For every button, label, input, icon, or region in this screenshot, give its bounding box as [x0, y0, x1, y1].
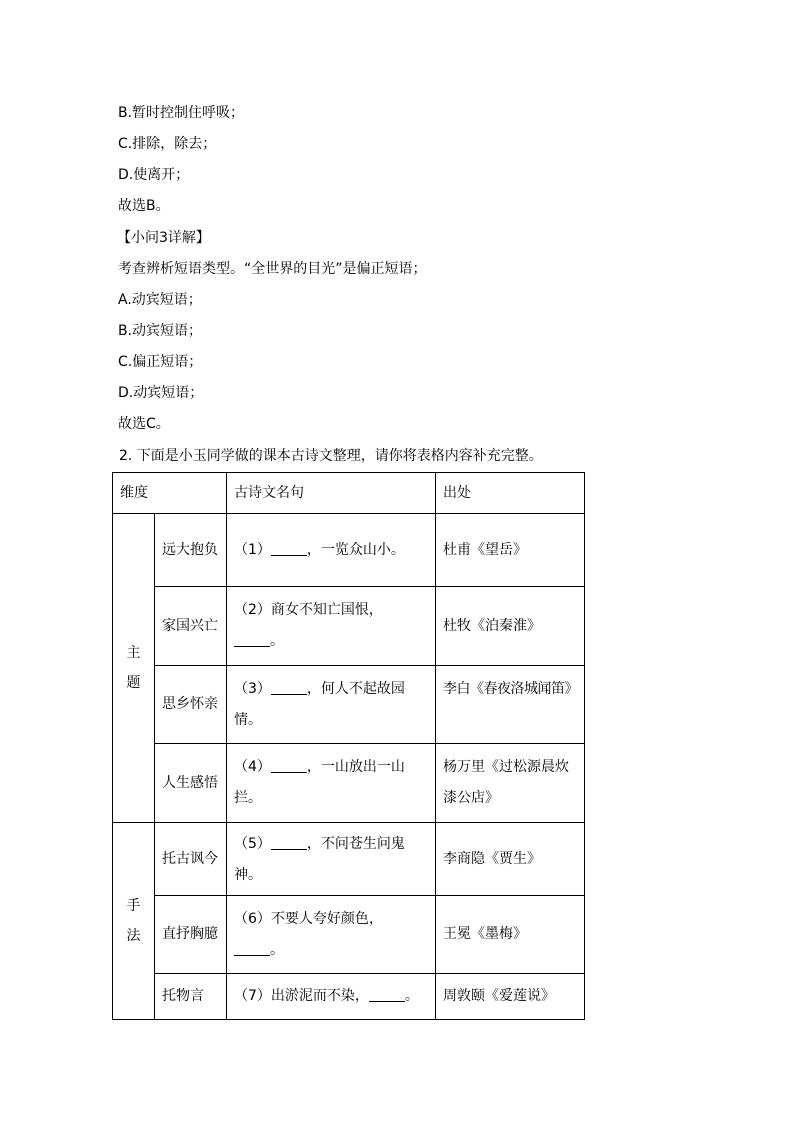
- header-line: 古诗文名句: [227, 473, 436, 514]
- row-poem-line: （6）不要人夸好颜色， 。: [227, 896, 436, 974]
- row-subcategory: 托古讽今: [155, 823, 227, 896]
- table-row: [113, 514, 585, 587]
- row-source: 李白《春夜洛城闻笛》: [436, 666, 585, 744]
- table-row: [113, 587, 585, 666]
- row-source: 李商隐《贾生》: [436, 823, 585, 896]
- row-poem-line: （4） ，一山放出一山拦。: [227, 744, 436, 823]
- row-poem-line: （5） ，不问苍生问鬼神。: [227, 823, 436, 896]
- row-source: 杜甫《望岳》: [436, 514, 585, 587]
- answer-blank[interactable]: [234, 937, 270, 956]
- table-row: [113, 823, 585, 896]
- row-subcategory: 直抒胸臆: [155, 896, 227, 974]
- group-theme: 主题: [113, 514, 155, 823]
- row-subcategory: 家国兴亡: [155, 587, 227, 666]
- header-dimension: 维度: [113, 473, 227, 514]
- choice-c: C.偏正短语；: [118, 354, 203, 370]
- row-subcategory: 托物言: [155, 974, 227, 1020]
- table-row: [113, 744, 585, 823]
- answer-blank[interactable]: [271, 754, 307, 773]
- choice-a: A.动宾短语；: [118, 292, 202, 308]
- group-technique: 手法: [113, 823, 155, 1020]
- answer-line-2: 故选C。: [118, 416, 170, 432]
- question-text: 考查辨析短语类型。“全世界的目光”是偏正短语；: [118, 261, 427, 277]
- choice-b: B.动宾短语；: [118, 323, 203, 339]
- answer-blank[interactable]: [271, 831, 307, 850]
- row-source: 杨万里《过松源晨炊漆公店》: [436, 744, 585, 823]
- answer-blank[interactable]: [271, 676, 307, 695]
- question-2-prompt: 2. 下面是小玉同学做的课本古诗文整理，请你将表格内容补充完整。: [119, 448, 543, 464]
- row-source: 周敦颐《爱莲说》: [436, 974, 585, 1020]
- option-b-line: B.暂时控制住呼吸；: [118, 105, 245, 121]
- row-poem-line: （2）商女不知亡国恨， 。: [227, 587, 436, 666]
- table-header-row: [113, 473, 585, 514]
- row-subcategory: 思乡怀亲: [155, 666, 227, 744]
- answer-blank[interactable]: [271, 537, 307, 556]
- table-row: [113, 896, 585, 974]
- option-d-line: D.使离开；: [118, 167, 190, 183]
- row-subcategory: 人生感悟: [155, 744, 227, 823]
- answer-blank[interactable]: [369, 983, 405, 1002]
- row-source: 王冕《墨梅》: [436, 896, 585, 974]
- row-poem-line: （7）出淤泥而不染， 。: [227, 974, 436, 1020]
- row-poem-line: （3） ，何人不起故园情。: [227, 666, 436, 744]
- header-source: 出处: [436, 473, 585, 514]
- row-subcategory: 远大抱负: [155, 514, 227, 587]
- row-source: 杜牧《泊秦淮》: [436, 587, 585, 666]
- table-row: [113, 974, 585, 1020]
- choice-d: D.动宾短语；: [118, 385, 204, 401]
- poetry-table: [112, 472, 585, 1020]
- row-poem-line: （1） ，一览众山小。: [227, 514, 436, 587]
- table-row: [113, 666, 585, 744]
- answer-blank[interactable]: [234, 628, 270, 647]
- option-c-line: C.排除，除去；: [118, 136, 217, 152]
- section-heading: 【小问3详解】: [117, 230, 210, 246]
- answer-line-1: 故选B。: [118, 198, 170, 214]
